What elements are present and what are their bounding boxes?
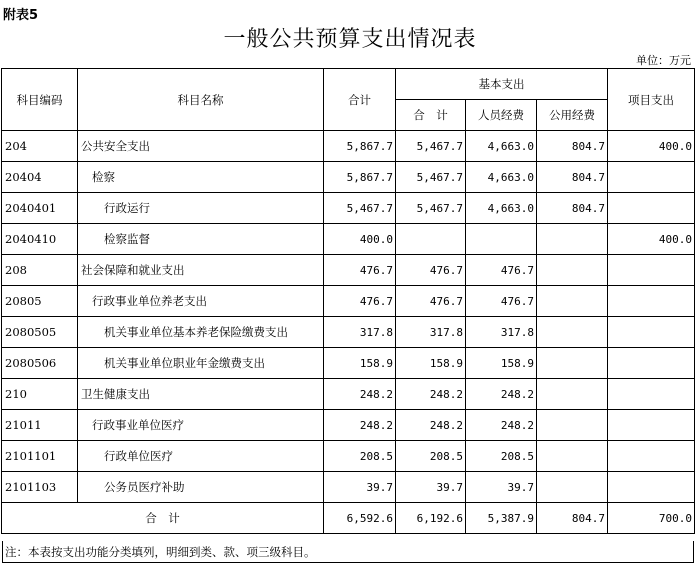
table-row bbox=[2, 348, 695, 379]
table-row bbox=[2, 472, 695, 503]
cell-project: 400.0 bbox=[608, 131, 695, 162]
table-row bbox=[2, 162, 695, 193]
total-row-total: 6,592.6 bbox=[324, 503, 396, 534]
header-project: 项目支出 bbox=[608, 69, 695, 131]
cell-total: 476.7 bbox=[324, 286, 396, 317]
cell-basic-total: 317.8 bbox=[396, 317, 466, 348]
cell-project bbox=[608, 193, 695, 224]
cell-basic-total bbox=[396, 224, 466, 255]
cell-name: 检察监督 bbox=[78, 224, 324, 255]
cell-public: 804.7 bbox=[537, 131, 608, 162]
cell-public bbox=[537, 472, 608, 503]
cell-total: 476.7 bbox=[324, 255, 396, 286]
table-header bbox=[2, 69, 695, 131]
cell-project bbox=[608, 348, 695, 379]
cell-basic-total: 39.7 bbox=[396, 472, 466, 503]
cell-code: 2101103 bbox=[2, 472, 78, 503]
cell-project bbox=[608, 441, 695, 472]
header-public: 公用经费 bbox=[537, 100, 608, 131]
header-basic: 基本支出 bbox=[396, 69, 608, 100]
cell-public bbox=[537, 286, 608, 317]
total-row-basic-total: 6,192.6 bbox=[396, 503, 466, 534]
cell-code: 20805 bbox=[2, 286, 78, 317]
cell-code: 2080505 bbox=[2, 317, 78, 348]
cell-total: 248.2 bbox=[324, 410, 396, 441]
total-row-project: 700.0 bbox=[608, 503, 695, 534]
cell-public bbox=[537, 317, 608, 348]
cell-total: 158.9 bbox=[324, 348, 396, 379]
cell-code: 2101101 bbox=[2, 441, 78, 472]
cell-personnel: 476.7 bbox=[466, 286, 537, 317]
cell-basic-total: 248.2 bbox=[396, 379, 466, 410]
cell-code: 2080506 bbox=[2, 348, 78, 379]
cell-name: 行政运行 bbox=[78, 193, 324, 224]
unit-label: 单位：万元 bbox=[636, 54, 691, 67]
table-row bbox=[2, 193, 695, 224]
cell-code: 204 bbox=[2, 131, 78, 162]
cell-name: 卫生健康支出 bbox=[78, 379, 324, 410]
cell-total: 5,467.7 bbox=[324, 193, 396, 224]
page-title: 一般公共预算支出情况表 bbox=[223, 27, 477, 52]
cell-name: 社会保障和就业支出 bbox=[78, 255, 324, 286]
table-note: 注：本表按支出功能分类填列，明细到类、款、项三级科目。 bbox=[2, 541, 694, 563]
cell-name: 机关事业单位基本养老保险缴费支出 bbox=[78, 317, 324, 348]
cell-public bbox=[537, 348, 608, 379]
cell-basic-total: 248.2 bbox=[396, 410, 466, 441]
cell-name: 行政事业单位医疗 bbox=[78, 410, 324, 441]
cell-public bbox=[537, 379, 608, 410]
cell-personnel: 317.8 bbox=[466, 317, 537, 348]
cell-total: 248.2 bbox=[324, 379, 396, 410]
cell-public bbox=[537, 255, 608, 286]
cell-personnel: 248.2 bbox=[466, 379, 537, 410]
cell-public bbox=[537, 410, 608, 441]
table-row bbox=[2, 286, 695, 317]
table-row bbox=[2, 441, 695, 472]
header-basic-total: 合 计 bbox=[396, 100, 466, 131]
cell-personnel: 4,663.0 bbox=[466, 193, 537, 224]
cell-basic-total: 5,467.7 bbox=[396, 193, 466, 224]
cell-code: 208 bbox=[2, 255, 78, 286]
cell-basic-total: 476.7 bbox=[396, 286, 466, 317]
cell-basic-total: 158.9 bbox=[396, 348, 466, 379]
appendix-label: 附表5 bbox=[3, 8, 39, 23]
cell-project bbox=[608, 472, 695, 503]
cell-code: 2040401 bbox=[2, 193, 78, 224]
cell-project bbox=[608, 255, 695, 286]
cell-name: 检察 bbox=[78, 162, 324, 193]
cell-personnel: 158.9 bbox=[466, 348, 537, 379]
cell-public: 804.7 bbox=[537, 162, 608, 193]
cell-basic-total: 476.7 bbox=[396, 255, 466, 286]
cell-total: 400.0 bbox=[324, 224, 396, 255]
cell-code: 21011 bbox=[2, 410, 78, 441]
cell-personnel: 39.7 bbox=[466, 472, 537, 503]
cell-total: 5,867.7 bbox=[324, 162, 396, 193]
cell-basic-total: 208.5 bbox=[396, 441, 466, 472]
cell-project bbox=[608, 410, 695, 441]
cell-name: 行政单位医疗 bbox=[78, 441, 324, 472]
cell-project bbox=[608, 286, 695, 317]
cell-total: 208.5 bbox=[324, 441, 396, 472]
cell-basic-total: 5,467.7 bbox=[396, 162, 466, 193]
total-row-personnel: 5,387.9 bbox=[466, 503, 537, 534]
table-row bbox=[2, 410, 695, 441]
cell-total: 39.7 bbox=[324, 472, 396, 503]
cell-name: 公共安全支出 bbox=[78, 131, 324, 162]
header-name: 科目名称 bbox=[78, 69, 324, 131]
cell-code: 2040410 bbox=[2, 224, 78, 255]
cell-total: 317.8 bbox=[324, 317, 396, 348]
cell-project: 400.0 bbox=[608, 224, 695, 255]
cell-name: 公务员医疗补助 bbox=[78, 472, 324, 503]
cell-personnel: 476.7 bbox=[466, 255, 537, 286]
cell-code: 20404 bbox=[2, 162, 78, 193]
cell-name: 行政事业单位养老支出 bbox=[78, 286, 324, 317]
cell-public: 804.7 bbox=[537, 193, 608, 224]
total-row-public: 804.7 bbox=[537, 503, 608, 534]
table-row bbox=[2, 317, 695, 348]
cell-basic-total: 5,467.7 bbox=[396, 131, 466, 162]
cell-personnel: 4,663.0 bbox=[466, 162, 537, 193]
budget-table bbox=[1, 68, 695, 534]
cell-personnel: 208.5 bbox=[466, 441, 537, 472]
cell-code: 210 bbox=[2, 379, 78, 410]
total-row bbox=[2, 503, 695, 534]
table-row bbox=[2, 224, 695, 255]
cell-project bbox=[608, 379, 695, 410]
cell-total: 5,867.7 bbox=[324, 131, 396, 162]
total-row-label: 合 计 bbox=[2, 503, 324, 534]
cell-public bbox=[537, 224, 608, 255]
cell-name: 机关事业单位职业年金缴费支出 bbox=[78, 348, 324, 379]
table-row bbox=[2, 255, 695, 286]
cell-project bbox=[608, 317, 695, 348]
cell-project bbox=[608, 162, 695, 193]
header-code: 科目编码 bbox=[2, 69, 78, 131]
cell-public bbox=[537, 441, 608, 472]
header-personnel: 人员经费 bbox=[466, 100, 537, 131]
header-total: 合计 bbox=[324, 69, 396, 131]
cell-personnel: 4,663.0 bbox=[466, 131, 537, 162]
table-row bbox=[2, 131, 695, 162]
table-row bbox=[2, 379, 695, 410]
table-body bbox=[2, 131, 695, 503]
cell-personnel: 248.2 bbox=[466, 410, 537, 441]
cell-personnel bbox=[466, 224, 537, 255]
